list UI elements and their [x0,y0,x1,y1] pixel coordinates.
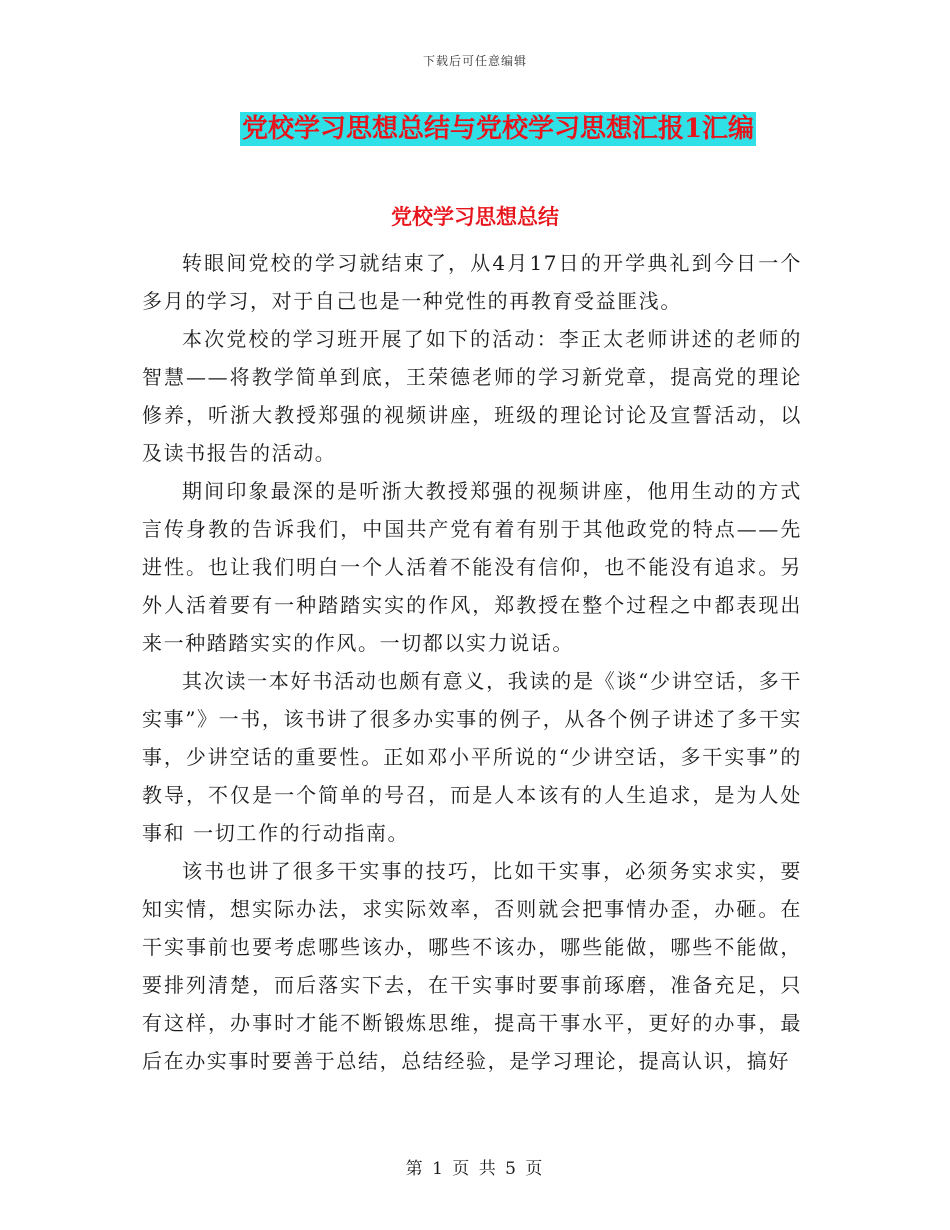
paragraph: 转眼间党校的学习就结束了，从4月17日的开学典礼到今日一个多月的学习，对于自己也是一种党性的再教育受益匪浅。 [142,251,802,313]
paragraph: 期间印象最深的是听浙大教授郑强的视频讲座，他用生动的方式言传身教的告诉我们，中国共产党有着有别于其他政党的特点——先进性。也让我们明白一个人活着不能没有信仰，也不能没有追求。另外人活着要有一种踏踏实实的作风，郑教授在整个过程之中都表现出来一种踏踏实实的作风。一切都以实力说话。 [142,479,802,655]
document-body [142,244,802,1080]
section-title: 党校学习思想总结 [391,204,559,229]
paragraph: 本次党校的学习班开展了如下的活动：李正太老师讲述的老师的智慧——将教学简单到底，王荣德老师的学习新党章，提高党的理论修养，听浙大教授郑强的视频讲座，班级的理论讨论及宣誓活动，以及读书报告的活动。 [142,327,802,465]
document-title [0,112,950,146]
paragraph: 其次读一本好书活动也颇有意义，我读的是《谈“少讲空话，多干实事”》一书，该书讲了很多办实事的例子，从各个例子讲述了多干实事，少讲空话的重要性。正如邓小平所说的“少讲空话，多干实事”的教导，不仅是一个简单的号召，而是人本该有的人生追求，是为人处事和 一切工作的行动指南。 [142,669,802,845]
paragraph: 该书也讲了很多干实事的技巧，比如干实事，必须务实求实，要知实情，想实际办法，求实际效率，否则就会把事情办歪，办砸。在干实事前也要考虑哪些该办，哪些不该办，哪些能做，哪些不能做，要排列清楚，而后落实下去，在干实事时要事前琢磨，准备充足，只有这样，办事时才能不断锻炼思维，提高干事水平，更好的办事，最后在办实事时要善于总结，总结经验，是学习理论，提高认识，搞好 [142,859,802,1073]
page-footer-number: 第 1 页 共 5 页 [405,1159,545,1179]
page-header-note: 下载后可任意编辑 [422,54,527,68]
document-title-text: 党校学习思想总结与党校学习思想汇报1汇编 [241,114,755,144]
